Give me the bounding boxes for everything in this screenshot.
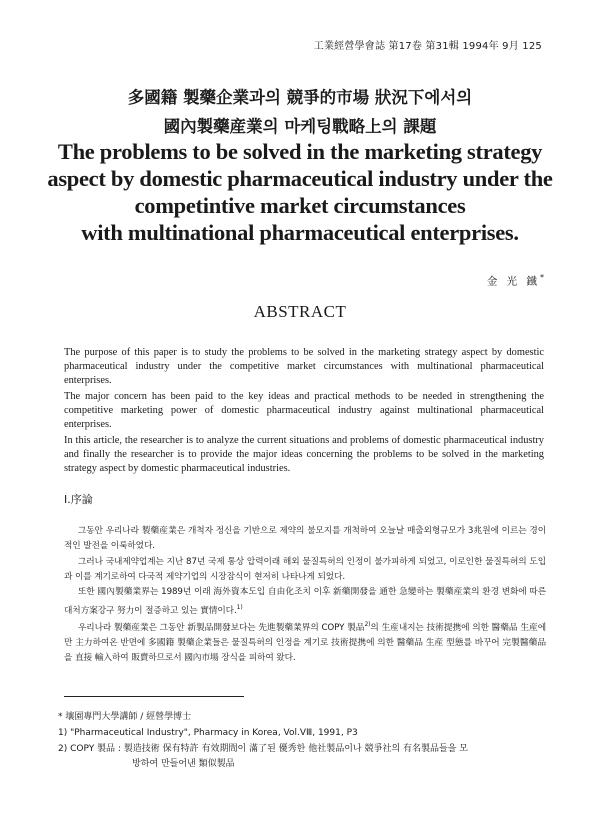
- title-english-line-3: competintive market circumstances: [134, 193, 466, 218]
- abstract-heading: ABSTRACT: [253, 302, 347, 321]
- author-name: 金 光 鐵: [486, 275, 540, 288]
- footnote-1: 1) "Pharmaceutical Industry", Pharmacy in Korea, Vol.ⅤⅢ, 1991, P3: [58, 728, 358, 738]
- footnote-ref-1: 1): [236, 604, 243, 612]
- footnote-affiliation: * 壤園專門大學講師 / 經營學博士: [58, 712, 192, 722]
- intro-paragraph-4-text-a: 우리나라 製藥産業은 그동안 新製品開發보다는 先進製藥業界의 COPY 製品: [78, 622, 365, 633]
- intro-paragraph-3: [64, 585, 546, 619]
- intro-paragraph-4: [64, 617, 546, 667]
- footnote-divider: [64, 696, 244, 697]
- abstract-paragraph-1: The purpose of this paper is to study the problems to be solved in the marketing strategy aspect by domestic pharmaceutical industry under the competitive market circumstances with multinational pharmaceutical enterprises.: [64, 347, 544, 387]
- intro-paragraph-4-text-b: 의 生産내지는 技術提携에 의한 醫藥品 生産에만 主力하여온 반면에 多國籍 製藥企業들은 물질특허의 인정을 계기로 技術提携에 의한 醫藥品 生産 型態를 바꾸어 完製醫藥品을 直接 輸入하여 販賣하므로서 國內市場 장식을 피하여 왔다.: [64, 622, 547, 664]
- author: [487, 273, 544, 289]
- title-korean-line-2: 國內製藥産業의 마케팅戰略上의 課題: [163, 117, 437, 136]
- intro-paragraph-3-text: 또한 國內製藥業界는 1989년 이래 海外資本도입 自由化조치 이후 新藥開發을 通한 急變하는 製藥産業의 환경 변화에 따른 대처方案강구 努力이 절증하고 있는 實情이다.: [64, 587, 546, 617]
- abstract-paragraph-3: In this article, the researcher is to analyze the current situations and problems of domestic pharmaceutical industry and finally the researcher is to provide the major ideas concerning the problems to be solved in the marketing strategy aspect by domestic pharmaceutical industries.: [64, 435, 544, 475]
- abstract-paragraph-2: The major concern has been paid to the key ideas and practical methods to be needed in strengthening the competitive marketing power of domestic pharmaceutical industry against multinational pharmaceutical enterprises.: [64, 391, 544, 431]
- intro-paragraph-1: 그동안 우리나라 製藥産業은 개척자 정신을 기반으로 제약의 불모지를 개척하여 오늘날 매출외형규모가 3兆원에 이르는 경이적인 발전을 이룩하였다.: [64, 526, 546, 552]
- intro-paragraph-2: 그러나 국내제약업계는 지난 87년 국제 통상 압력이래 해외 물질특허의 인정이 불가피하게 되었고, 이로인한 물질특허의 도입과 이를 계기로하여 다국적 제약기업의 시장잠식이 현저히 나타나게 되었다.: [64, 557, 546, 583]
- title-korean-line-1: 多國籍 製藥企業과의 競爭的市場 狀況下에서의: [127, 88, 473, 107]
- title-english-line-1: The problems to be solved in the marketing strategy: [57, 139, 543, 164]
- section-heading-introduction: Ⅰ.序論: [64, 493, 93, 506]
- footnote-2-line-1: 2) COPY 製品 : 製造技術 保有特許 有效期間이 滿了된 優秀한 他社製品이나 競爭社의 有名製品들을 모: [58, 744, 468, 754]
- footnote-ref-2: 2): [364, 621, 371, 628]
- title-english-line-2: aspect by domestic pharmaceutical industry under the: [47, 166, 553, 191]
- author-mark: *: [540, 273, 544, 282]
- title-english-line-4: with multinational pharmaceutical enterprises.: [81, 220, 519, 245]
- footnote-2-line-2: 방하여 만들어낸 類似製品: [132, 759, 235, 769]
- running-head: 工業經營學會誌 第17卷 第31輯 1994年 9月 125: [313, 41, 542, 52]
